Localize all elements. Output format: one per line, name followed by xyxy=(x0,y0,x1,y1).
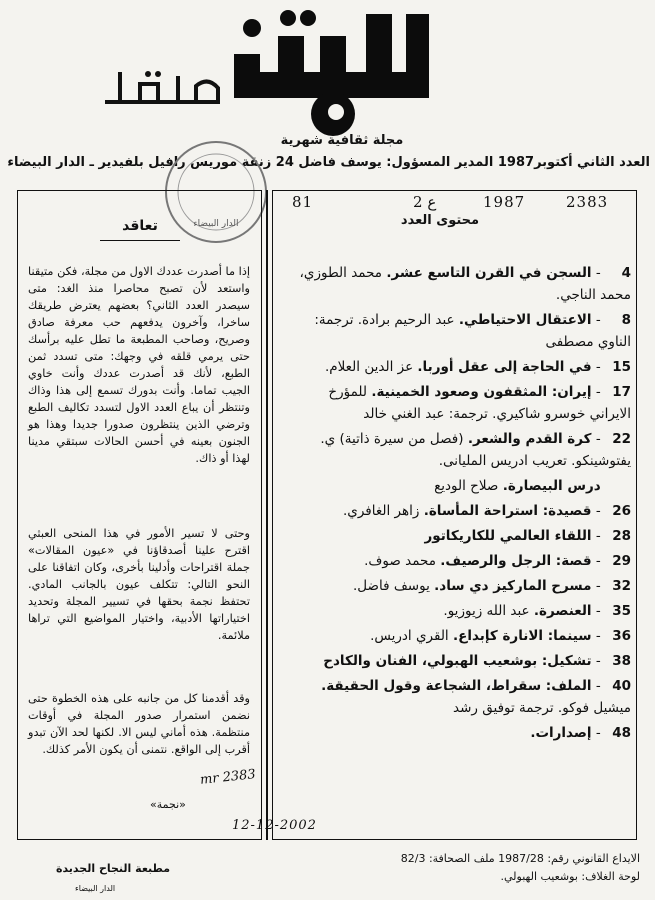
editorial-paragraph: إذا ما أصدرت عددك الاول من مجلة، فكن متيقنا واستعد لأن تصبح محاصرا منذ الغد: متى سيصدر العدد الثاني؟ بعضهم يعترض طريقك ساخرا، وآخرون يدفعهم حب معرفة صادق وصريح، وصاحب المطبعة ما تطل عليه برأسك حتى يرمي قلقه في وجهك: متى تسدد ثمن الطبع، لأنك قد أصدرت عددك وأنت خاوي الجيب تماما. وأنت بدورك تسمع إلى هذا وذاك وتنتظر أن يباع العدد الاول لتسدد تكاليف الطبع وترضي الذين ينتظرون صدورا جديدا وهذا هو الجنون بعينه في أحسن الحالات سبتقي مدينا لهذا أو ذاك. xyxy=(28,265,250,465)
toc-author: يوسف فاضل. xyxy=(353,578,430,594)
toc-entry: 22 - كرة القدم والشعر. (فصل من سيرة ذاتية) ي. يفتوشينكو. تعريب ادريس المليانى. xyxy=(285,428,631,472)
legal-deposit-line: الايداع القانوني رقم: 1987/28 ملف الصحافة: 82/3 xyxy=(400,852,640,865)
toc-title: إيران: المثقفون وصعود الخمينية. xyxy=(371,384,592,400)
toc-entry: 36 - سينما: الانارة كإبداع. القري ادريس. xyxy=(285,625,631,647)
handwritten-year: 1987 xyxy=(483,193,526,211)
toc-entry: 32 - مسرح الماركيز دي ساد. يوسف فاضل. xyxy=(285,575,631,597)
toc-page: 26 xyxy=(612,503,631,519)
toc-author: محمد الطوزي، محمد الناجي. xyxy=(299,265,631,303)
toc-page: 48 xyxy=(612,725,631,741)
cover-credit: لوحة الغلاف: بوشعيب الهبولي. xyxy=(500,870,640,883)
toc-page: 22 xyxy=(612,431,631,447)
toc-title: سينما: الانارة كإبداع. xyxy=(452,628,592,644)
editorial-paragraph: وحتى لا تسير الأمور في هذا المنحى العبثي اقترح علينا أصدقاؤنا في «عيون المقالات» جملة اقتراحات وأدلينا بأخرى، وكان اتفاقنا على النحو التالي: تتكلف عيون بالجانب المادي. تحتفظ نجمة بحقها في تسيير المجلة وتحديد اختياراتها الأدبية، واختيار المواضيع التي تراها ملائمة. xyxy=(28,527,250,642)
handwritten-date: 12-12-2002 xyxy=(232,818,317,833)
toc-entry: 29 - قصة: الرجل والرصيف. محمد صوف. xyxy=(285,550,631,572)
handwritten-issue: ع 2 xyxy=(413,193,437,211)
heading-underline xyxy=(100,240,180,241)
toc-author: (فصل من سيرة ذاتية) ي. يفتوشينكو. تعريب ادريس المليانى. xyxy=(320,431,631,469)
toc-entry: 4 - السجن في القرن التاسع عشر. محمد الطوزي، محمد الناجي. xyxy=(285,262,631,306)
stamp-text: الدار البيضاء xyxy=(193,219,239,229)
toc-entry: 48 - إصدارات. xyxy=(285,722,631,744)
toc-author: للمؤرخ الايراني خوسرو شاكيري. ترجمة: عبد الغني خالد xyxy=(328,384,631,422)
toc-title: كرة القدم والشعر. xyxy=(467,431,592,447)
toc-page: 28 xyxy=(612,528,631,544)
toc-page: 17 xyxy=(612,384,631,400)
handwritten-left-code: mr 2383 xyxy=(199,767,257,788)
toc-title: السجن في القرن التاسع عشر. xyxy=(386,265,592,281)
editorial-heading: تعاقد xyxy=(122,218,158,234)
toc-heading: محتوى العدد xyxy=(400,213,480,228)
toc-entry: 38 - تشكيل: بوشعيب الهبولي، الفنان والكادح xyxy=(285,650,631,672)
toc-entry: 40 - الملف: سقراط، الشجاعة وقول الحقيقة. ميشيل فوكو. ترجمة توفيق رشد xyxy=(285,675,631,719)
toc-page: 40 xyxy=(612,678,631,694)
toc-author: محمد صوف. xyxy=(364,553,436,569)
toc-entry: 28 - اللقاء العالمي للكاريكاتور xyxy=(285,525,631,547)
handwritten-code: 2383 xyxy=(566,193,609,211)
toc-page: 36 xyxy=(612,628,631,644)
toc-page: 38 xyxy=(612,653,631,669)
toc-page: 35 xyxy=(612,603,631,619)
toc-title: مسرح الماركيز دي ساد. xyxy=(434,578,592,594)
toc-title: قصيدة: استراحة المأساة. xyxy=(423,503,592,519)
editorial-signature: «نجمة» xyxy=(150,798,186,811)
magazine-subtitle: مجلة ثقافية شهرية xyxy=(280,133,404,148)
toc-entry: 26 - قصيدة: استراحة المأساة. زاهر الغافري. xyxy=(285,500,631,522)
toc-title: اللقاء العالمي للكاريكاتور xyxy=(424,528,592,544)
toc-author: عبد الرحيم برادة. ترجمة: الناوي مصطفى xyxy=(314,312,631,350)
toc-page: 15 xyxy=(612,359,631,375)
issue-info-line: العدد الثاني أكتوبر1987 المدير المسؤول: يوسف فاضل 24 زنقة موريس رافيل بلفيدير ـ الدار البيضاء xyxy=(7,155,650,170)
toc-author: صلاح الوديع xyxy=(434,478,499,494)
alqutb-logo xyxy=(100,62,230,132)
toc-title: الملف: سقراط، الشجاعة وقول الحقيقة. xyxy=(321,678,592,694)
toc-page: 32 xyxy=(612,578,631,594)
toc-author: زاهر الغافري. xyxy=(343,503,420,519)
toc-title: الاعتقال الاحتياطي. xyxy=(458,312,592,328)
printer-city: الدار البيضاء xyxy=(75,884,116,893)
toc-title: إصدارات. xyxy=(530,725,592,741)
toc-page: 29 xyxy=(612,553,631,569)
toc-author: القري ادريس. xyxy=(370,628,449,644)
editorial-paragraph: وقد أقدمنا كل من جانبه على هذه الخطوة حتى نضمن استمرار صدور المجلة في أوقات منتظمة. هذه أماني ليس الا. لكنها لحد الآن تبدو أقرب إلى الواقع. نتمنى أن يكون الأمر كذلك. xyxy=(28,692,250,756)
toc-author: عز الدين العلام. xyxy=(324,359,414,375)
column-divider xyxy=(266,190,268,840)
toc-author: ميشيل فوكو. ترجمة توفيق رشد xyxy=(453,700,631,716)
toc-entry: 17 - إيران: المثقفون وصعود الخمينية. للمؤرخ الايراني خوسرو شاكيري. ترجمة: عبد الغني خالد xyxy=(285,381,631,425)
printer-name: مطبعة النجاح الجديدة xyxy=(55,862,171,875)
toc-entry: 15 - في الحاجة إلى عقل أوربا. عز الدين العلام. xyxy=(285,356,631,378)
toc-title: العنصرة. xyxy=(533,603,592,619)
toc-list xyxy=(285,262,631,747)
toc-author: عبد الله زيوزيو. xyxy=(443,603,530,619)
toc-entry: 35 - العنصرة. عبد الله زيوزيو. xyxy=(285,600,631,622)
toc-title: في الحاجة إلى عقل أوربا. xyxy=(417,359,592,375)
handwritten-shelf: 81 xyxy=(292,193,314,211)
toc-entry xyxy=(285,475,631,497)
toc-title: درس البيصارة. xyxy=(502,478,601,494)
toc-page: 4 xyxy=(621,265,631,281)
toc-page: 8 xyxy=(621,312,631,328)
toc-entry: 8 - الاعتقال الاحتياطي. عبد الرحيم برادة. ترجمة: الناوي مصطفى xyxy=(285,309,631,353)
toc-title: قصة: الرجل والرصيف. xyxy=(440,553,592,569)
toc-title: تشكيل: بوشعيب الهبولي، الفنان والكادح xyxy=(323,653,592,669)
